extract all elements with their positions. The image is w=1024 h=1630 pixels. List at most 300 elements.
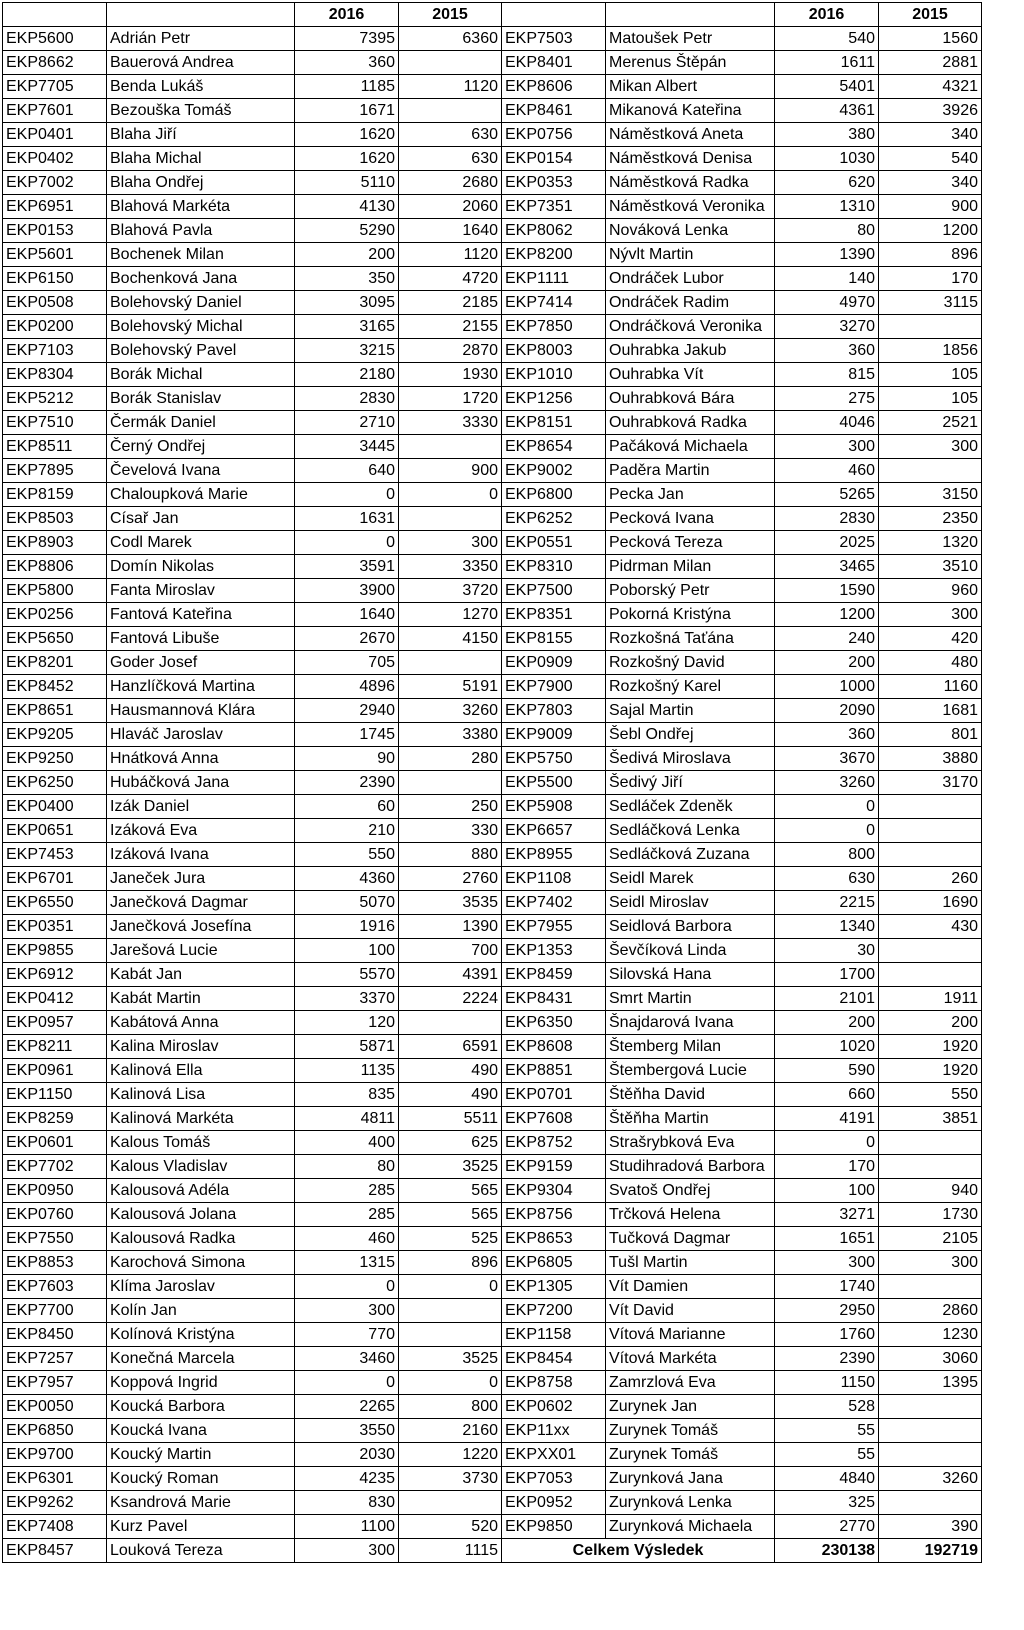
name-cell: Pokorná Kristýna [606,603,775,627]
value-2016-cell: 1700 [775,963,879,987]
name-cell: Štembergová Lucie [606,1059,775,1083]
name-cell: Zurynková Lenka [606,1491,775,1515]
name-cell: Karochová Simona [107,1251,295,1275]
value-2015-cell: 2224 [399,987,502,1011]
code-cell: EKP7453 [3,843,107,867]
name-cell: Ondráček Lubor [606,267,775,291]
value-2016-cell: 55 [775,1443,879,1467]
name-cell: Blaha Jiří [107,123,295,147]
value-2016-cell: 1150 [775,1371,879,1395]
value-2015-cell [879,1419,982,1443]
value-2015-cell: 300 [879,435,982,459]
value-2015-cell: 330 [399,819,502,843]
table-row [3,819,982,843]
code-cell: EKP8752 [502,1131,606,1155]
name-cell: Strašrybková Eva [606,1131,775,1155]
value-2015-cell: 3525 [399,1155,502,1179]
table-row [3,891,982,915]
value-2016-cell: 2180 [295,363,399,387]
table-row [3,1347,982,1371]
name-cell: Blaha Michal [107,147,295,171]
header-2015-left: 2015 [399,3,502,27]
code-cell: EKP9002 [502,459,606,483]
value-2016-cell: 1916 [295,915,399,939]
value-2015-cell: 700 [399,939,502,963]
table-row [3,699,982,723]
value-2016-cell: 1200 [775,603,879,627]
name-cell: Rozkošný Karel [606,675,775,699]
table-row [3,1491,982,1515]
value-2016-cell: 2830 [775,507,879,531]
code-cell: EKP0756 [502,123,606,147]
name-cell: Kalous Vladislav [107,1155,295,1179]
name-cell: Hausmannová Klára [107,699,295,723]
table-row [3,1275,982,1299]
table-row [3,387,982,411]
name-cell: Konečná Marcela [107,1347,295,1371]
name-cell: Nývlt Martin [606,243,775,267]
code-cell: EKP8401 [502,51,606,75]
value-2016-cell: 2670 [295,627,399,651]
name-cell: Janeček Jura [107,867,295,891]
table-row [3,291,982,315]
value-2016-cell: 4360 [295,867,399,891]
value-2016-cell: 0 [775,1131,879,1155]
name-cell: Štěňha Martin [606,1107,775,1131]
value-2015-cell: 0 [399,1371,502,1395]
value-2016-cell: 1631 [295,507,399,531]
code-cell: EKP7900 [502,675,606,699]
name-cell: Rozkošný David [606,651,775,675]
value-2016-cell: 1745 [295,723,399,747]
value-2015-cell [399,1323,502,1347]
value-2016-cell: 1620 [295,123,399,147]
code-cell: EKP9262 [3,1491,107,1515]
code-cell: EKP7503 [502,27,606,51]
header-2015-right: 2015 [879,3,982,27]
value-2016-cell: 170 [775,1155,879,1179]
code-cell: EKP9304 [502,1179,606,1203]
table-row [3,1083,982,1107]
code-cell: EKP7705 [3,75,107,99]
value-2016-cell: 800 [775,843,879,867]
total-2016: 230138 [775,1539,879,1563]
code-cell: EKP5800 [3,579,107,603]
name-cell: Vítová Markéta [606,1347,775,1371]
name-cell: Louková Tereza [107,1539,295,1563]
value-2015-cell: 1120 [399,75,502,99]
table-row [3,171,982,195]
code-cell: EKP7700 [3,1299,107,1323]
code-cell: EKP8851 [502,1059,606,1083]
table-row [3,1323,982,1347]
code-cell: EKP8450 [3,1323,107,1347]
value-2015-cell: 550 [879,1083,982,1107]
code-cell: EKP8806 [3,555,107,579]
value-2015-cell: 4720 [399,267,502,291]
value-2016-cell: 3670 [775,747,879,771]
value-2015-cell: 3260 [879,1467,982,1491]
value-2015-cell: 4321 [879,75,982,99]
code-cell: EKP6250 [3,771,107,795]
table-row [3,555,982,579]
value-2015-cell: 2521 [879,411,982,435]
code-cell: EKP7200 [502,1299,606,1323]
name-cell: Kolín Jan [107,1299,295,1323]
value-2016-cell: 3460 [295,1347,399,1371]
value-2015-cell: 1390 [399,915,502,939]
code-cell: EKP0400 [3,795,107,819]
name-cell: Hubáčková Jana [107,771,295,795]
table-row [3,627,982,651]
value-2016-cell: 120 [295,1011,399,1035]
table-row [3,147,982,171]
value-2016-cell: 1671 [295,99,399,123]
header-row [3,3,982,27]
code-cell: EKP5908 [502,795,606,819]
name-cell: Bauerová Andrea [107,51,295,75]
name-cell: Koucký Roman [107,1467,295,1491]
header-name-left [107,3,295,27]
name-cell: Jarešová Lucie [107,939,295,963]
value-2016-cell: 100 [295,939,399,963]
value-2016-cell: 1310 [775,195,879,219]
code-cell: EKP8758 [502,1371,606,1395]
code-cell: EKP8200 [502,243,606,267]
value-2016-cell: 815 [775,363,879,387]
code-cell: EKP1150 [3,1083,107,1107]
value-2016-cell: 1390 [775,243,879,267]
table-row [3,1227,982,1251]
code-cell: EKP0401 [3,123,107,147]
table-row [3,531,982,555]
name-cell: Zurynková Michaela [606,1515,775,1539]
name-cell: Ondráčková Veronika [606,315,775,339]
table-row [3,435,982,459]
value-2015-cell [879,1131,982,1155]
code-cell: EKP9250 [3,747,107,771]
value-2016-cell: 100 [775,1179,879,1203]
table-row [3,1155,982,1179]
value-2015-cell: 480 [879,651,982,675]
value-2015-cell: 1730 [879,1203,982,1227]
value-2016-cell: 200 [295,243,399,267]
name-cell: Sedláčková Zuzana [606,843,775,867]
code-cell: EKP6800 [502,483,606,507]
code-cell: EKP0950 [3,1179,107,1203]
code-cell: EKP8351 [502,603,606,627]
code-cell: EKP7053 [502,1467,606,1491]
value-2016-cell: 2390 [775,1347,879,1371]
value-2016-cell: 210 [295,819,399,843]
code-cell: EKP9205 [3,723,107,747]
value-2016-cell: 4191 [775,1107,879,1131]
table-row [3,987,982,1011]
value-2016-cell: 0 [295,531,399,555]
table-row [3,651,982,675]
value-2015-cell: 2350 [879,507,982,531]
code-cell: EKP0508 [3,291,107,315]
value-2016-cell: 0 [295,483,399,507]
value-2016-cell: 30 [775,939,879,963]
table-row [3,1371,982,1395]
code-cell: EKP8155 [502,627,606,651]
name-cell: Seidl Marek [606,867,775,891]
value-2015-cell [399,99,502,123]
value-2015-cell [399,1491,502,1515]
value-2015-cell [399,507,502,531]
value-2015-cell: 2881 [879,51,982,75]
name-cell: Koucká Barbora [107,1395,295,1419]
value-2016-cell: 300 [295,1299,399,1323]
value-2015-cell: 1160 [879,675,982,699]
value-2015-cell: 2870 [399,339,502,363]
code-cell: EKP8457 [3,1539,107,1563]
value-2016-cell: 4235 [295,1467,399,1491]
table-row [3,939,982,963]
name-cell: Koucký Martin [107,1443,295,1467]
value-2016-cell: 350 [295,267,399,291]
value-2016-cell: 2030 [295,1443,399,1467]
value-2016-cell: 770 [295,1323,399,1347]
table-row [3,1419,982,1443]
code-cell: EKP1353 [502,939,606,963]
name-cell: Čevelová Ivana [107,459,295,483]
name-cell: Tušl Martin [606,1251,775,1275]
code-cell: EKP1010 [502,363,606,387]
code-cell: EKP8955 [502,843,606,867]
value-2016-cell: 0 [775,819,879,843]
name-cell: Matoušek Petr [606,27,775,51]
code-cell: EKP7510 [3,411,107,435]
value-2016-cell: 1340 [775,915,879,939]
code-cell: EKP5750 [502,747,606,771]
value-2016-cell: 3900 [295,579,399,603]
code-cell: EKP8452 [3,675,107,699]
value-2015-cell [399,1011,502,1035]
table-row [3,411,982,435]
value-2015-cell: 1230 [879,1323,982,1347]
value-2016-cell: 460 [775,459,879,483]
code-cell: EKP0551 [502,531,606,555]
code-cell: EKP7351 [502,195,606,219]
code-cell: EKP8503 [3,507,107,531]
name-cell: Hlaváč Jaroslav [107,723,295,747]
value-2016-cell: 2265 [295,1395,399,1419]
name-cell: Zurynek Jan [606,1395,775,1419]
value-2015-cell: 280 [399,747,502,771]
code-cell: EKP6350 [502,1011,606,1035]
name-cell: Pecková Tereza [606,531,775,555]
value-2016-cell: 1185 [295,75,399,99]
name-cell: Ouhrabka Vít [606,363,775,387]
value-2015-cell [879,1491,982,1515]
code-cell: EKP7408 [3,1515,107,1539]
value-2015-cell: 896 [399,1251,502,1275]
code-cell: EKP7601 [3,99,107,123]
value-2016-cell: 3271 [775,1203,879,1227]
name-cell: Náměstková Aneta [606,123,775,147]
name-cell: Borák Stanislav [107,387,295,411]
name-cell: Náměstková Denisa [606,147,775,171]
value-2016-cell: 325 [775,1491,879,1515]
value-2015-cell: 1200 [879,219,982,243]
name-cell: Trčková Helena [606,1203,775,1227]
name-cell: Nováková Lenka [606,219,775,243]
value-2016-cell: 0 [295,1371,399,1395]
value-2016-cell: 1135 [295,1059,399,1083]
code-cell: EKP0601 [3,1131,107,1155]
value-2016-cell: 2390 [295,771,399,795]
last-row [3,1539,982,1563]
table-row [3,1107,982,1131]
code-cell: EKP5600 [3,27,107,51]
table-row [3,843,982,867]
name-cell: Ouhrabková Bára [606,387,775,411]
table-row [3,1467,982,1491]
code-cell: EKP8756 [502,1203,606,1227]
value-2015-cell [879,315,982,339]
value-2016-cell: 5570 [295,963,399,987]
value-2015-cell [879,843,982,867]
table-row [3,195,982,219]
value-2016-cell: 3370 [295,987,399,1011]
code-cell: EKP8511 [3,435,107,459]
value-2015-cell [879,1395,982,1419]
code-cell: EKP9855 [3,939,107,963]
name-cell: Černý Ondřej [107,435,295,459]
name-cell: Smrt Martin [606,987,775,1011]
value-2015-cell: 3060 [879,1347,982,1371]
name-cell: Bolehovský Pavel [107,339,295,363]
code-cell: EKP7402 [502,891,606,915]
code-cell: EKP0760 [3,1203,107,1227]
value-2015-cell: 0 [399,1275,502,1299]
value-2015-cell [879,1275,982,1299]
name-cell: Domín Nikolas [107,555,295,579]
value-2016-cell: 3550 [295,1419,399,1443]
value-2016-cell: 640 [295,459,399,483]
code-cell: EKP0402 [3,147,107,171]
value-2016-cell: 140 [775,267,879,291]
value-2016-cell: 4970 [775,291,879,315]
value-2016-cell: 540 [775,27,879,51]
value-2015-cell: 0 [399,483,502,507]
value-2015-cell: 3350 [399,555,502,579]
table-row [3,219,982,243]
value-2016-cell: 3095 [295,291,399,315]
value-2015-cell: 420 [879,627,982,651]
total-label: Celkem Výsledek [502,1539,775,1563]
code-cell: EKP6850 [3,1419,107,1443]
value-2015-cell: 565 [399,1179,502,1203]
name-cell: Kalous Tomáš [107,1131,295,1155]
header-code-right [502,3,606,27]
name-cell: Vítová Marianne [606,1323,775,1347]
value-2016-cell: 3465 [775,555,879,579]
table-row [3,1515,982,1539]
table-row [3,75,982,99]
code-cell: EKP6701 [3,867,107,891]
table-row [3,123,982,147]
table-row [3,507,982,531]
code-cell: EKP8653 [502,1227,606,1251]
name-cell: Šnajdarová Ivana [606,1011,775,1035]
header-2016-left: 2016 [295,3,399,27]
value-2016-cell: 285 [295,1203,399,1227]
name-cell: Ouhrabka Jakub [606,339,775,363]
name-cell: Seidlová Barbora [606,915,775,939]
code-cell: EKP9700 [3,1443,107,1467]
value-2016-cell: 5871 [295,1035,399,1059]
name-cell: Pecka Jan [606,483,775,507]
value-2015-cell: 3926 [879,99,982,123]
value-2015-cell: 630 [399,123,502,147]
name-cell: Ksandrová Marie [107,1491,295,1515]
name-cell: Janečková Dagmar [107,891,295,915]
code-cell: EKP6657 [502,819,606,843]
value-2016-cell: 3445 [295,435,399,459]
value-2015-cell: 900 [399,459,502,483]
value-2015-cell: 3525 [399,1347,502,1371]
code-cell: EKP7608 [502,1107,606,1131]
value-2016-cell: 3591 [295,555,399,579]
code-cell: EKP8304 [3,363,107,387]
table-row [3,915,982,939]
name-cell: Vít Damien [606,1275,775,1299]
value-2015-cell: 960 [879,579,982,603]
code-cell: EKP8454 [502,1347,606,1371]
value-2015-cell: 3170 [879,771,982,795]
name-cell: Izák Daniel [107,795,295,819]
value-2015-cell: 430 [879,915,982,939]
value-2016-cell: 3260 [775,771,879,795]
name-cell: Bolehovský Daniel [107,291,295,315]
code-cell: EKP1158 [502,1323,606,1347]
header-code-left [3,3,107,27]
value-2015-cell: 801 [879,723,982,747]
name-cell: Bochenek Milan [107,243,295,267]
code-cell: EKP9009 [502,723,606,747]
code-cell: EKP8259 [3,1107,107,1131]
value-2015-cell: 105 [879,363,982,387]
name-cell: Náměstková Radka [606,171,775,195]
value-2015-cell: 1690 [879,891,982,915]
code-cell: EKP0412 [3,987,107,1011]
name-cell: Pecková Ivana [606,507,775,531]
value-2016-cell: 590 [775,1059,879,1083]
code-cell: EKP7955 [502,915,606,939]
value-2015-cell: 1115 [399,1539,502,1563]
header-name-right [606,3,775,27]
code-cell: EKP8853 [3,1251,107,1275]
name-cell: Sedláčková Lenka [606,819,775,843]
value-2016-cell: 400 [295,1131,399,1155]
name-cell: Bochenková Jana [107,267,295,291]
value-2015-cell [399,771,502,795]
name-cell: Koppová Ingrid [107,1371,295,1395]
code-cell: EKP9159 [502,1155,606,1179]
value-2015-cell: 540 [879,147,982,171]
table-row [3,51,982,75]
value-2015-cell: 1560 [879,27,982,51]
value-2015-cell: 2185 [399,291,502,315]
value-2015-cell: 340 [879,123,982,147]
value-2016-cell: 1760 [775,1323,879,1347]
code-cell: EKP7957 [3,1371,107,1395]
value-2016-cell: 2770 [775,1515,879,1539]
value-2015-cell: 1720 [399,387,502,411]
